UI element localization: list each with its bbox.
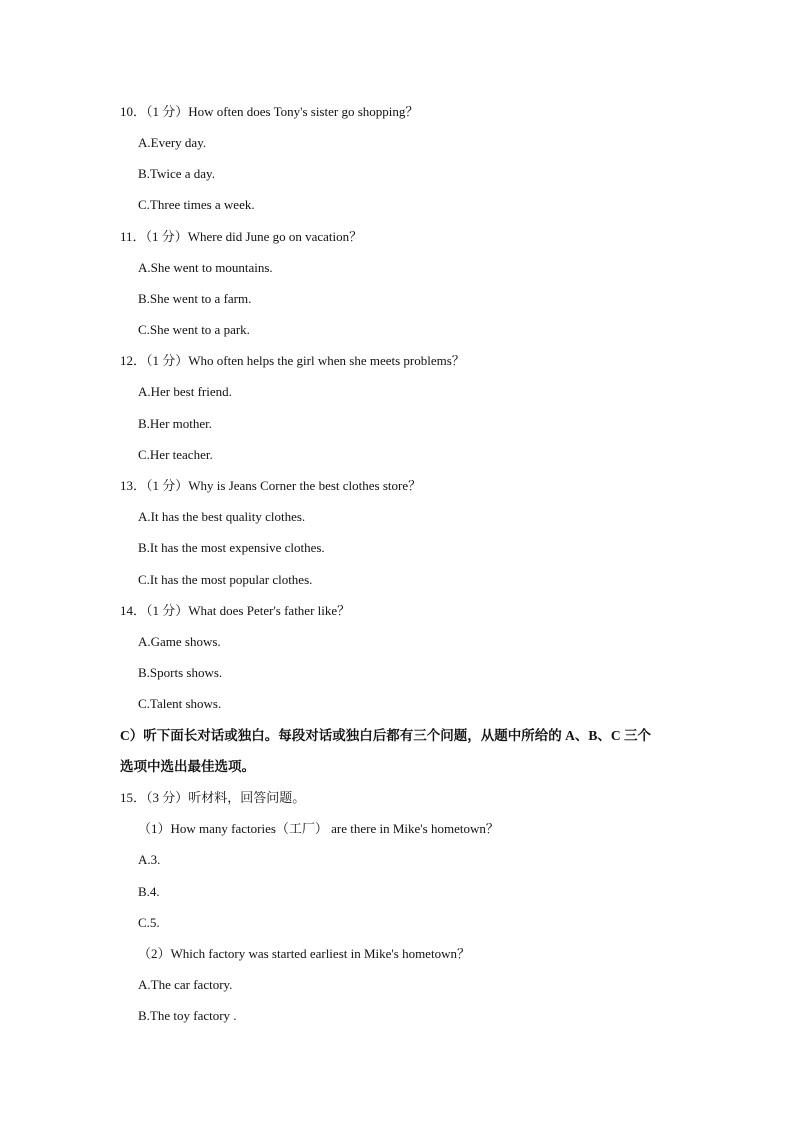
question-11-option-c: C.She went to a park. [138,322,250,337]
question-15-sub2-option-b: B.The toy factory . [138,1008,237,1023]
question-13-option-c: C.It has the most popular clothes. [138,572,313,587]
question-13-stem: 13．（1 分）Why is Jeans Corner the best clothes store？ [120,478,422,493]
question-14-stem: 14．（1 分）What does Peter's father like？ [120,603,351,618]
question-15-sub1-option-c: C.5. [138,915,160,930]
question-15-sub2-option-a: A.The car factory. [138,977,233,992]
question-15-sub1-option-b: B.4. [138,884,160,899]
question-10-option-a: A.Every day. [138,135,207,150]
question-12-stem: 12．（1 分）Who often helps the girl when she meets problems？ [120,353,465,368]
question-10-option-c: C.Three times a week. [138,197,255,212]
question-11-option-b: B.She went to a farm. [138,291,252,306]
question-11-option-a: A.She went to mountains. [138,260,273,275]
question-12-option-a: A.Her best friend. [138,384,232,399]
question-15-sub2-stem: （2）Which factory was started earliest in Mike's hometown？ [138,946,470,961]
section-c-heading-line1: C）听下面长对话或独白。每段对话或独白后都有三个问题，从题中所给的 A、B、C 三个 [120,728,652,743]
question-11-stem: 11．（1 分）Where did June go on vacation？ [120,229,363,244]
question-14-option-a: A.Game shows. [138,634,221,649]
question-10-option-b: B.Twice a day. [138,166,215,181]
question-15-stem: 15．（3 分）听材料，回答问题。 [120,790,306,805]
section-c-heading-line2: 选项中选出最佳选项。 [120,759,255,774]
question-14-option-c: C.Talent shows. [138,696,222,711]
question-15-sub1-option-a: A.3. [138,852,161,867]
question-15-sub1-stem: （1）How many factories（工厂） are there in Mike's hometown？ [138,821,499,836]
question-14-option-b: B.Sports shows. [138,665,223,680]
question-12-option-c: C.Her teacher. [138,447,213,462]
question-12-option-b: B.Her mother. [138,416,213,431]
question-13-option-a: A.It has the best quality clothes. [138,509,306,524]
question-10-stem: 10．（1 分）How often does Tony's sister go shopping？ [120,104,419,119]
question-13-option-b: B.It has the most expensive clothes. [138,540,325,555]
